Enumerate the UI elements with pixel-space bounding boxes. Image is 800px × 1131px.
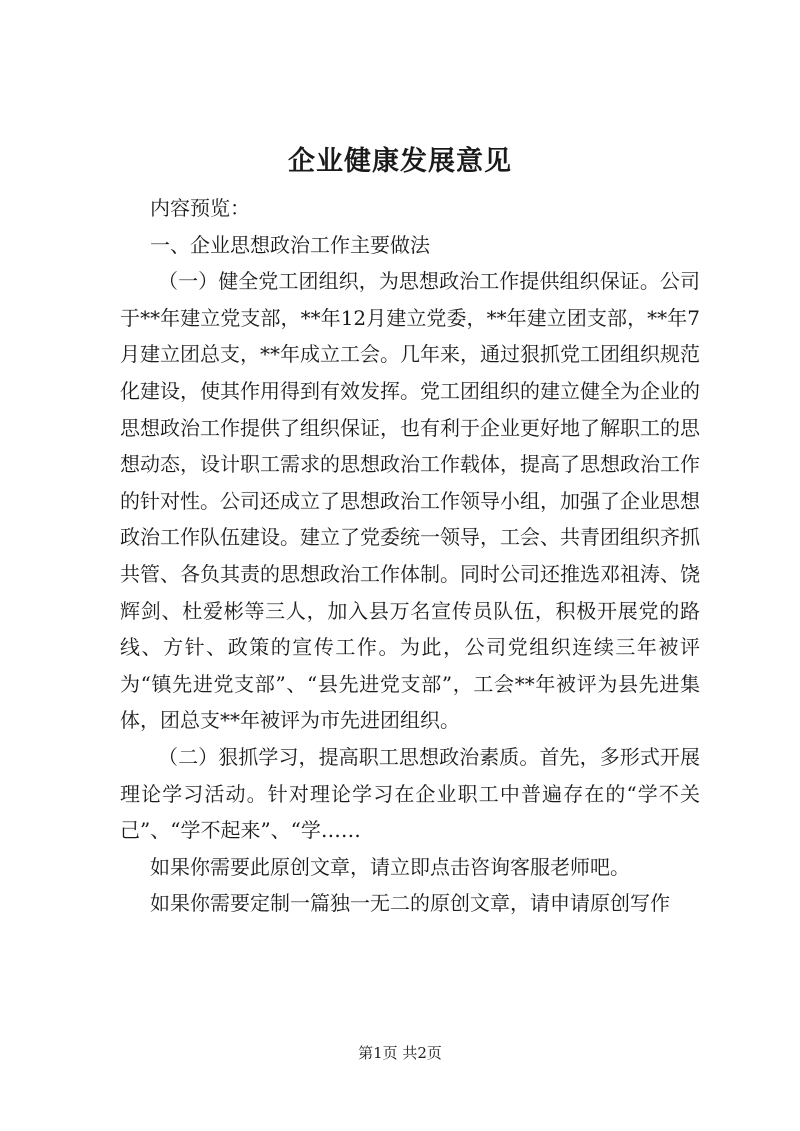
document-body [120,190,700,922]
section-heading: 一、企业思想政治工作主要做法 [150,232,430,257]
document-title: 企业健康发展意见 [288,146,512,177]
page-number: 第1页 共2页 [358,1044,442,1062]
custom-writing-notice: 如果你需要定制一篇独一无二的原创文章，请申请原创写作 [150,891,670,916]
body-paragraph: （一）健全党工团组织，为思想政治工作提供组织保证。公司于**年建立党支部，**年12月建立党委，**年建立团支部，**年7月建立团总支，**年成立工会。几年来，通过狠抓党工团组织规范化建设，使其作用得到有效发挥。党工团组织的建立健全为企业的思想政治工作提供了组织保证，也有利于企业更好地了解职工的思想动态，设计职工需求的思想政治工作载体，提高了思想政治工作的针对性。公司还成立了思想政治工作领导小组，加强了企业思想政治工作队伍建设。建立了党委统一领导，工会、共青团组织齐抓共管、各负其责的思想政治工作体制。同时公司还推选邓祖涛、饶辉剑、杜爱彬等三人，加入县万名宣传员队伍，积极开展党的路线、方针、政策的宣传工作。为此，公司党组织连续三年被评为“镇先进党支部”、“县先进党支部”，工会**年被评为县先进集体，团总支**年被评为市先进团组织。 [120,269,700,733]
consult-notice: 如果你需要此原创文章，请立即点击咨询客服老师吧。 [150,854,630,879]
body-paragraph: （二）狠抓学习，提高职工思想政治素质。首先，多形式开展理论学习活动。针对理论学习在企业职工中普遍存在的“学不关己”、“学不起来”、“学…… [120,744,700,843]
preview-label: 内容预览： [150,196,250,220]
